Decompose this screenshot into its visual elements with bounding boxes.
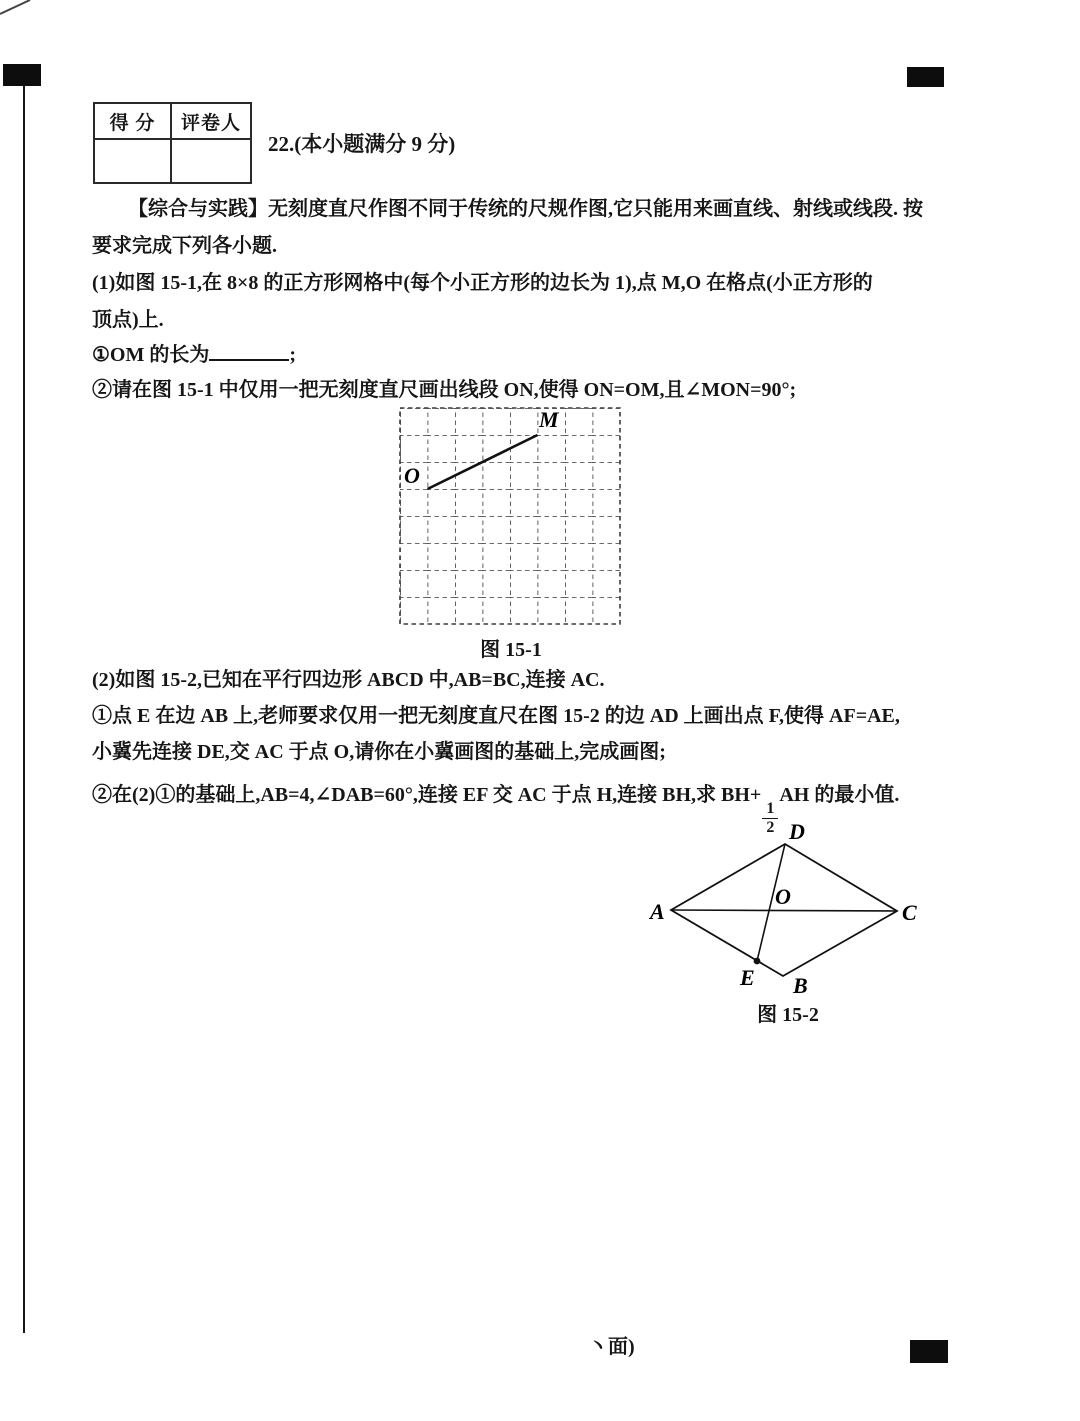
figure-15-1-caption: 图 15-1 bbox=[480, 639, 542, 661]
registration-mark-top-right bbox=[907, 67, 944, 87]
fig2-point-B-label: B bbox=[793, 973, 808, 998]
registration-mark-top-left bbox=[3, 64, 41, 86]
fig1-point-M-label: M bbox=[539, 407, 559, 432]
part1-sub2-line: ②请在图 15-1 中仅用一把无刻度直尺画出线段 ON,使得 ON=OM,且∠MON=90°; bbox=[92, 379, 797, 401]
grid-area bbox=[400, 408, 620, 624]
score-table-score-cell bbox=[95, 140, 172, 182]
score-table-score-header: 得 分 bbox=[95, 104, 172, 140]
left-margin-line bbox=[23, 86, 25, 1333]
point-E-dot bbox=[754, 958, 761, 965]
page-crease-mark bbox=[0, 0, 44, 22]
part2-sub1-line-2: 小冀先连接 DE,交 AC 于点 O,请你在小冀画图的基础上,完成画图; bbox=[92, 741, 666, 763]
score-table-grader-header: 评卷人 bbox=[172, 104, 250, 140]
figure-15-2-parallelogram-diagram bbox=[640, 823, 925, 1013]
diagonal-AC bbox=[671, 910, 897, 911]
answer-blank bbox=[209, 341, 289, 361]
part1-line-2: 顶点)上. bbox=[92, 309, 164, 331]
footer-page-fragment: 丶面) bbox=[588, 1336, 635, 1358]
score-table-grader-cell bbox=[172, 140, 250, 182]
fig2-point-A-label: A bbox=[650, 899, 665, 924]
part2-sub1-line-1: ①点 E 在边 AB 上,老师要求仅用一把无刻度直尺在图 15-2 的边 AD 上画出点 F,使得 AF=AE, bbox=[92, 705, 900, 727]
intro-line-2: 要求完成下列各小题. bbox=[92, 235, 277, 257]
part2-line-1: (2)如图 15-2,已知在平行四边形 ABCD 中,AB=BC,连接 AC. bbox=[92, 669, 605, 691]
part1-sub1-line bbox=[92, 341, 296, 368]
fig2-point-C-label: C bbox=[902, 900, 917, 925]
fig2-point-D-label: D bbox=[789, 823, 805, 844]
fraction-numerator: 1 bbox=[766, 800, 775, 817]
fig2-point-E-label: E bbox=[740, 965, 755, 990]
fig2-point-O-label: O bbox=[775, 884, 791, 909]
part2-sub2-text-after: AH 的最小值. bbox=[779, 784, 900, 806]
part2-sub2-text-before: ②在(2)①的基础上,AB=4,∠DAB=60°,连接 EF 交 AC 于点 H,连接 BH,求 BH+ bbox=[92, 784, 762, 806]
figure-15-1-grid-diagram bbox=[398, 407, 624, 627]
score-table bbox=[93, 102, 252, 184]
part1-sub1-punct: ; bbox=[289, 344, 297, 366]
fig1-point-O-label: O bbox=[404, 463, 420, 488]
figure-15-2-caption: 图 15-2 bbox=[757, 1004, 819, 1026]
registration-mark-bottom-right bbox=[910, 1340, 948, 1363]
question-number-header: 22.(本小题满分 9 分) bbox=[268, 132, 456, 156]
part1-line-1: (1)如图 15-1,在 8×8 的正方形网格中(每个小正方形的边长为 1),点 M,O 在格点(小正方形的 bbox=[92, 272, 873, 294]
fraction-denominator: 2 bbox=[762, 818, 778, 836]
part1-sub1-text: ①OM 的长为 bbox=[92, 344, 210, 366]
intro-line-1: 【综合与实践】无刻度直尺作图不同于传统的尺规作图,它只能用来画直线、射线或线段. 按 bbox=[128, 198, 923, 220]
